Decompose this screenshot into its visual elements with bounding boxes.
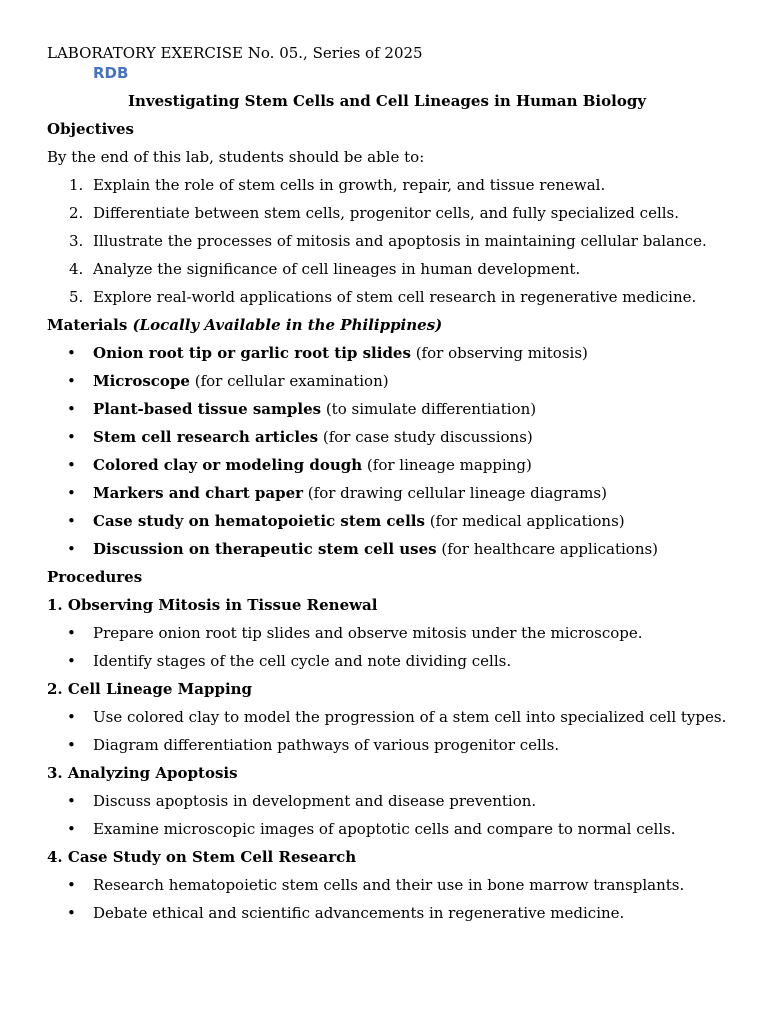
procedure-steps [47,792,727,838]
material-item [47,484,727,502]
bullet-icon: • [67,484,76,502]
objective-text: Illustrate the processes of mitosis and apoptosis in maintaining cellular balance. [93,232,707,250]
procedures-heading: Procedures [47,568,143,586]
document-content [47,44,727,922]
material-name: Markers and chart paper [93,484,304,502]
material-purpose: (to simulate differentiation) [321,400,537,418]
material-name: Colored clay or modeling dough [93,456,363,474]
author-initials: RDB [93,64,129,82]
procedure-step [47,792,727,810]
objective-text: Explain the role of stem cells in growth, repair, and tissue renewal. [93,176,606,194]
procedure-step-text: Prepare onion root tip slides and observe mitosis under the microscope. [93,624,643,642]
material-name: Discussion on therapeutic stem cell uses [93,540,437,558]
material-name: Case study on hematopoietic stem cells [93,512,425,530]
procedure-step [47,904,727,922]
procedure-step-text: Use colored clay to model the progression of a stem cell into specialized cell types. [93,708,727,726]
bullet-icon: • [67,400,76,418]
procedure-steps [47,876,727,922]
bullet-icon: • [67,540,76,558]
material-item [47,512,727,530]
material-purpose: (for drawing cellular lineage diagrams) [303,484,607,502]
objective-text: Analyze the significance of cell lineages in human development. [93,260,581,278]
bullet-icon: • [67,372,76,390]
objective-text: Explore real-world applications of stem cell research in regenerative medicine. [93,288,697,306]
material-purpose: (for healthcare applications) [436,540,659,558]
procedure-steps [47,708,727,754]
procedure-step [47,820,727,838]
bullet-icon: • [67,736,76,754]
materials-heading [47,316,727,334]
bullet-icon: • [67,624,76,642]
procedure-step-text: Identify stages of the cell cycle and note dividing cells. [93,652,512,670]
procedure-step [47,876,727,894]
bullet-icon: • [67,904,76,922]
objectives-intro: By the end of this lab, students should be able to: [47,148,425,166]
procedure-step-text: Debate ethical and scientific advancements in regenerative medicine. [93,904,625,922]
objective-number: 2. [69,204,84,222]
material-name: Microscope [93,372,190,390]
objective-number: 4. [69,260,84,278]
procedure-step-text: Research hematopoietic stem cells and their use in bone marrow transplants. [93,876,685,894]
objective-item [47,232,727,250]
procedure-step [47,736,727,754]
procedure-section-title: 4. Case Study on Stem Cell Research [47,848,357,866]
material-purpose: (for medical applications) [424,512,625,530]
procedure-step-text: Diagram differentiation pathways of various progenitor cells. [93,736,560,754]
material-purpose: (for case study discussions) [318,428,533,446]
objective-item [47,204,727,222]
procedure-step [47,708,727,726]
bullet-icon: • [67,652,76,670]
objective-text: Differentiate between stem cells, progenitor cells, and fully specialized cells. [93,204,680,222]
bullet-icon: • [67,820,76,838]
material-item [47,428,727,446]
document-title: Investigating Stem Cells and Cell Lineages in Human Biology [127,92,647,110]
procedure-section-title: 1. Observing Mitosis in Tissue Renewal [47,596,378,614]
objectives-heading: Objectives [47,120,134,138]
bullet-icon: • [67,512,76,530]
material-name: Plant-based tissue samples [93,400,322,418]
objective-number: 3. [69,232,84,250]
procedure-step-text: Examine microscopic images of apoptotic cells and compare to normal cells. [93,820,676,838]
materials-heading-note: (Locally Available in the Philippines) [132,316,443,334]
objective-item [47,260,727,278]
bullet-icon: • [67,344,76,362]
objective-number: 5. [69,288,84,306]
bullet-icon: • [67,876,76,894]
material-purpose: (for observing mitosis) [410,344,588,362]
bullet-icon: • [67,456,76,474]
objective-item [47,288,727,306]
procedure-steps [47,624,727,670]
material-item [47,456,727,474]
bullet-icon: • [67,708,76,726]
material-purpose: (for lineage mapping) [362,456,532,474]
procedure-step [47,624,727,642]
procedure-section-title: 2. Cell Lineage Mapping [47,680,253,698]
material-item [47,400,727,418]
procedure-step [47,652,727,670]
materials-list [47,344,727,558]
exercise-header: LABORATORY EXERCISE No. 05., Series of 2025 [47,44,423,62]
procedure-section-title: 3. Analyzing Apoptosis [47,764,238,782]
bullet-icon: • [67,792,76,810]
procedure-step-text: Discuss apoptosis in development and disease prevention. [93,792,537,810]
objectives-list [47,176,727,306]
material-name: Onion root tip or garlic root tip slides [93,344,411,362]
bullet-icon: • [67,428,76,446]
material-item [47,344,727,362]
material-purpose: (for cellular examination) [189,372,389,390]
material-item [47,540,727,558]
material-item [47,372,727,390]
objective-number: 1. [69,176,84,194]
material-name: Stem cell research articles [93,428,319,446]
materials-heading-label: Materials [47,316,128,334]
objective-item [47,176,727,194]
